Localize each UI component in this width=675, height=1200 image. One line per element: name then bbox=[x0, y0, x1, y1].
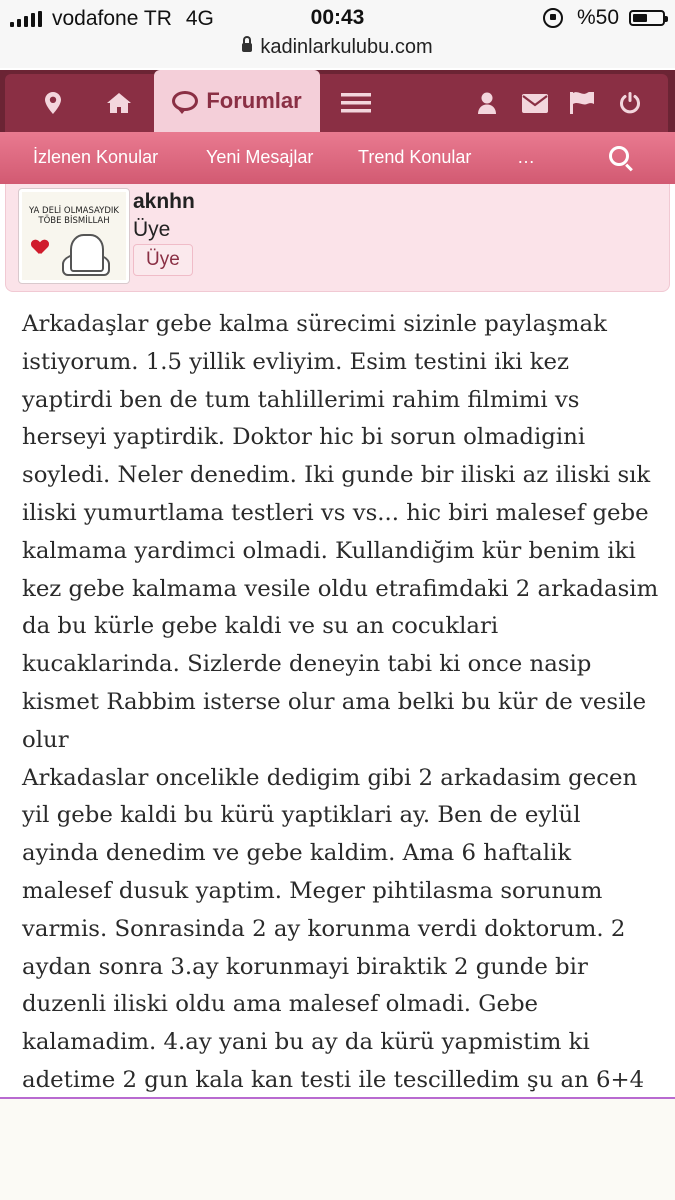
avatar-image bbox=[22, 192, 126, 280]
status-right bbox=[543, 6, 665, 30]
menu-icon[interactable] bbox=[336, 74, 376, 132]
carrier-name: vodafone TR bbox=[52, 7, 172, 30]
battery-percent: %50 bbox=[576, 6, 619, 29]
avatar[interactable] bbox=[18, 188, 130, 284]
chat-bubble-icon bbox=[172, 91, 198, 111]
sub-nav bbox=[0, 132, 675, 184]
address-bar[interactable] bbox=[0, 36, 675, 68]
mail-icon[interactable] bbox=[518, 74, 552, 132]
main-nav bbox=[0, 70, 675, 132]
status-bar bbox=[0, 0, 675, 36]
home-icon[interactable] bbox=[99, 74, 139, 132]
user-icon[interactable] bbox=[472, 74, 502, 132]
power-icon[interactable] bbox=[613, 74, 647, 132]
tab-forumlar[interactable] bbox=[154, 70, 320, 132]
heart-icon bbox=[32, 240, 48, 254]
post-body: Arkadaşlar gebe kalma sürecimi sizinle paylaşmak istiyorum. 1.5 yillik evliyim. Esim testini iki kez yaptirdi ben de tum tahlillerimi rahim filmimi vs herseyi yaptirdik. Doktor hic bi sorun olmadigini soyledi. Neler denedim. Iki gunde bir iliski az iliski sık iliski yumurtlama testleri vs vs... hic biri malesef gebe kalmama yardimci olmadi. Kullandiğim kür benim iki kez gebe kalmama vesile oldu etrafimdaki 2 arkadasim da bu kürle gebe kaldi ve su an cocuklari kucaklarinda. Sizlerde deneyin tabi ki once nasip kismet Rabbim isterse olur ama belki bu kür de vesile olur Arkadaslar oncelikle dedigim gibi 2 arkadasim gecen yil gebe kaldi bu kürü yaptiklari ay. Ben de eylül ayinda denedim ve gebe kaldim. Ama 6 haftalik malesef dusuk yaptim. Meger pihtilasma sorunum varmis. Sonrasinda 2 ay korunma verdi doktorum. 2 aydan sonra 3.ay korunmayi biraktik 2 gunde bir duzenli iliski oldu ama malesef olmadi. Gebe kalamadim. 4.ay yani bu ay da kürü yapmistim ki adetime 2 gun kala kan testi ile tescilledim şu an 6+4 bbox=[22, 311, 659, 1093]
user-title: Üye bbox=[133, 218, 171, 241]
flag-icon[interactable] bbox=[565, 74, 599, 132]
rotation-lock-icon bbox=[543, 8, 563, 28]
subnav-item-trending[interactable]: Trend Konular bbox=[358, 147, 472, 167]
footer-area bbox=[0, 1099, 675, 1200]
subnav-item-new-messages[interactable]: Yeni Mesajlar bbox=[206, 147, 314, 167]
search-icon[interactable] bbox=[609, 146, 629, 166]
main-nav-bar bbox=[5, 74, 668, 132]
subnav-item-watched[interactable]: İzlenen Konular bbox=[33, 147, 159, 167]
username[interactable]: aknhn bbox=[133, 190, 195, 213]
clock: 00:43 bbox=[310, 6, 365, 29]
avatar-caption: YA DELİ OLMASAYDIK TÖBE BİSMİLLAH bbox=[28, 206, 119, 226]
network-type: 4G bbox=[185, 7, 214, 30]
lock-icon bbox=[242, 43, 252, 52]
location-icon[interactable] bbox=[33, 74, 73, 132]
url-text: kadinlarkulubu.com bbox=[260, 36, 433, 58]
post-author-card bbox=[5, 184, 670, 292]
battery-fill bbox=[633, 14, 647, 22]
subnav-item-more[interactable]: … bbox=[517, 147, 535, 167]
tab-forumlar-label: Forumlar bbox=[206, 88, 302, 113]
avatar-figure-head bbox=[70, 234, 104, 272]
battery-icon bbox=[629, 10, 665, 26]
user-role-badge: Üye bbox=[133, 244, 193, 276]
